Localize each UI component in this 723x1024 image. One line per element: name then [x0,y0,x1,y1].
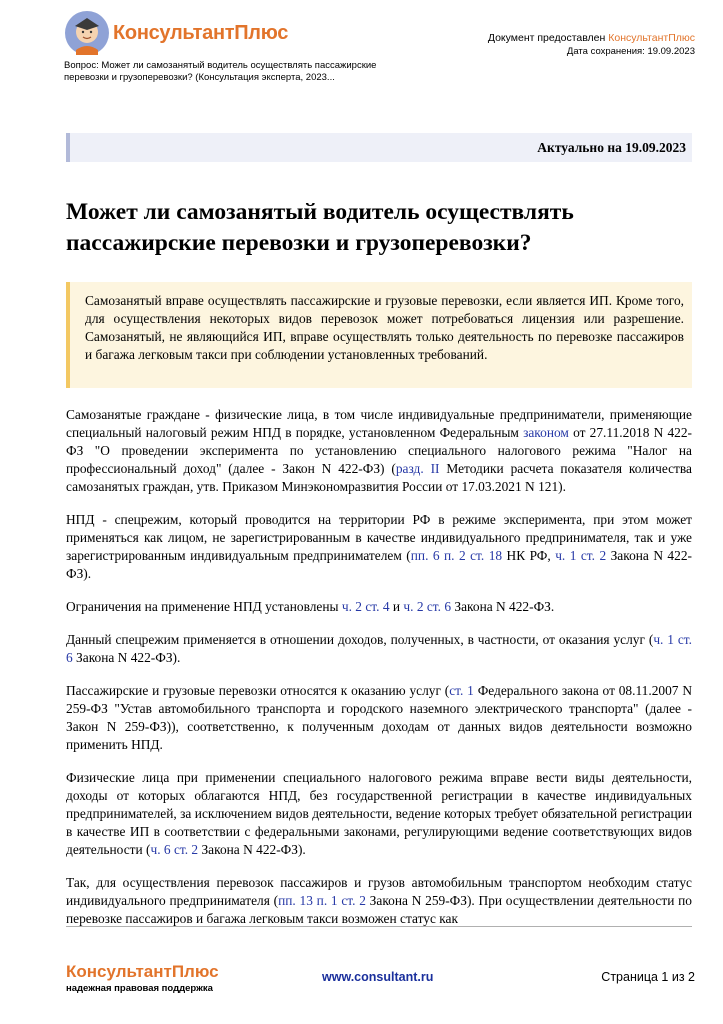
paragraph [66,769,692,859]
actual-date-bar [66,133,692,162]
paragraph [66,511,692,583]
provided-brand-link[interactable]: КонсультантПлюс [608,32,695,44]
law-link[interactable]: ст. 1 [449,683,474,698]
text: Данный спецрежим применяется в отношении доходов, полученных, в частности, от оказания услуг ( [66,632,654,647]
law-link[interactable]: ч. 1 ст. 2 [555,548,607,563]
text: от 27.11.2018 N 422-ФЗ "О проведении эксперимента по установлению специального налогового режима "Налог на профессиональный доход" (далее - Закон N 422-ФЗ) ( [66,425,692,476]
law-link[interactable]: ч. 6 ст. 2 [150,842,199,857]
brand-name: КонсультантПлюс [113,21,289,44]
logo [64,10,404,56]
document-question: Вопрос: Может ли самозанятый водитель осуществлять пассажирские перевозки и грузоперевозки? (Консультация эксперта, 2023... [64,60,377,83]
text: Пассажирские и грузовые перевозки относятся к оказанию услуг ( [66,683,450,698]
provided-prefix: Документ предоставлен [487,32,609,44]
law-link[interactable]: разд. II [395,461,440,476]
paragraph [66,631,692,667]
law-link[interactable]: ч. 1 ст. 6 [66,632,692,665]
text: Закона N 422-ФЗ). [198,842,306,857]
text: и [389,599,404,614]
text: Закона N 259-ФЗ). При осуществлении деятельности по перевозке пассажиров и багажа легковым такси возможен статус как [66,893,692,926]
text: НК РФ, [502,548,556,563]
paragraph [66,598,692,616]
save-date: Дата сохранения: 19.09.2023 [566,46,695,57]
text: Закона N 422-ФЗ. [451,599,555,614]
law-link[interactable]: законом [523,425,569,440]
text: Закона N 422-ФЗ). [66,548,692,581]
text: Методики расчета показателя количества самозанятых граждан, утв. Приказом Минэкономразвития России от 17.03.2021 N 121). [66,461,692,494]
page-title: Может ли самозанятый водитель осуществлять пассажирские перевозки и грузоперевозки? [66,199,574,256]
header-right [488,32,695,57]
paragraph [66,874,692,928]
text: Закона N 422-ФЗ). [72,650,181,665]
text: Федерального закона от 08.11.2007 N 259-ФЗ "Устав автомобильного транспорта и городского наземного электрического транспорта" (далее - Закон N 259-ФЗ)), соответственно, к полученным доходам от данных видов деятельности возможно применить НПД. [66,683,692,752]
law-link[interactable]: ч. 2 ст. 4 [341,599,390,614]
footer-tagline: надежная правовая поддержка [66,983,213,994]
law-link[interactable]: пп. 13 п. 1 ст. 2 [278,893,366,908]
paragraph [66,406,692,496]
text: Физические лица при применении специального налогового режима вправе вести виды деятельности, доходы от которых облагаются НПД, без государственной регистрации в качестве индивидуальных предпринимателей, за исключением видов деятельности, ведение которых требует обязательной регистрации в качестве ИП в соответствии с федеральными законами, регулирующими ведение соответствующих видов деятельности ( [66,770,692,857]
header-left [64,10,404,84]
provided-by [488,32,695,44]
actual-date: Актуально на 19.09.2023 [537,140,686,155]
footer-brand: КонсультантПлюс [66,962,219,981]
law-link[interactable]: ч. 2 ст. 6 [403,599,452,614]
text: НПД - спецрежим, который проводится на территории РФ в режиме эксперимента, при этом может применяться как лицом, не зарегистрированным в качестве индивидуального предпринимателя, так и уже зарегистрированным индивидуальным предпринимателем ( [66,512,692,563]
footer-divider [66,926,692,927]
text: Самозанятые граждане - физические лица, в том числе индивидуальные предприниматели, применяющие специальный налоговый режим НПД в порядке, установленном Федеральным [66,407,692,440]
summary-box: Самозанятый вправе осуществлять пассажирские и грузовые перевозки, если является ИП. Кроме того, для осуществления некоторых видов перевозок может потребоваться лицензия или разрешение. Самозанятый, не являющийся ИП, вправе осуществлять только деятельность по перевозке пассажиров и багажа легковым такси при соблюдении установленных требований. [66,282,692,388]
footer-site-link[interactable]: www.consultant.ru [322,970,434,984]
document-body [66,406,692,928]
page-number: Страница 1 из 2 [601,970,695,984]
law-link[interactable]: пп. 6 п. 2 ст. 18 [410,548,503,563]
paragraph [66,682,692,754]
mascot-logo-icon [64,10,110,56]
text: Ограничения на применение НПД установлены [66,599,342,614]
text: Так, для осуществления перевозок пассажиров и грузов автомобильным транспортом необходим статус индивидуального предпринимателя ( [66,875,692,908]
